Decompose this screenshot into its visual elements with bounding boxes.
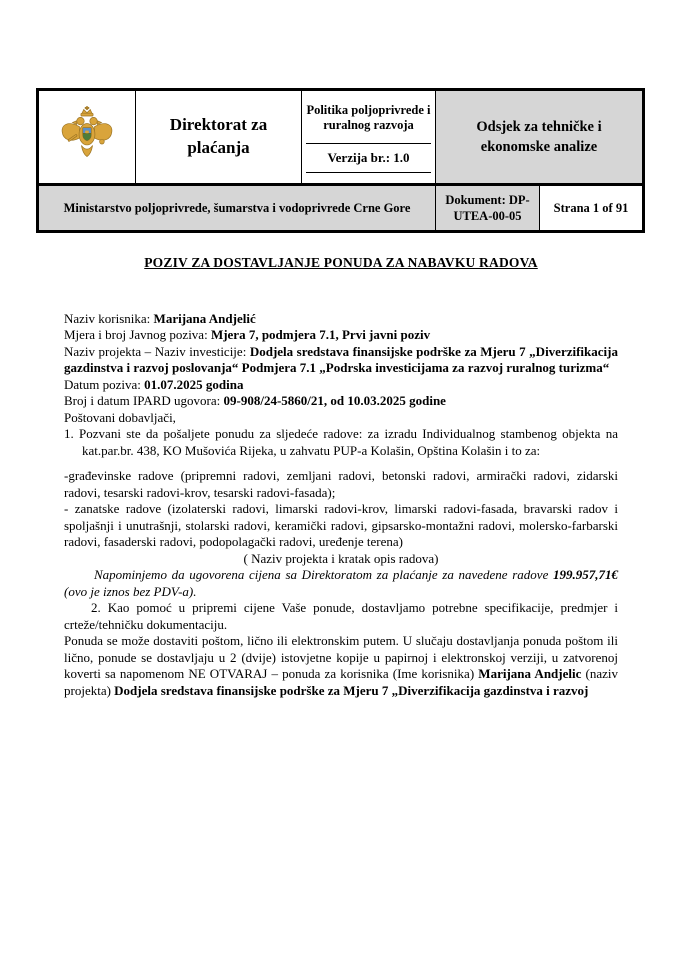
header-table bbox=[36, 88, 645, 233]
detail-value: Dodjela sredstava finansijske podrške za Mjeru 7 „Diverzifikacija gazdinstva i razvoj poslovanja“ Podmjera 7.1 „Podrska investicijama za razvoj ruralnog turizma“ bbox=[64, 343, 618, 375]
detail-row-date bbox=[64, 377, 618, 394]
price-note-text: Napominjemo da ugovorena cijena sa Direktoratom za plaćanje za navedene radove bbox=[94, 567, 553, 582]
project-caption: ( Naziv projekta i kratak opis radova) bbox=[243, 550, 439, 566]
document-body bbox=[64, 255, 618, 699]
ministry-label: Ministarstvo poljoprivrede, šumarstva i vodoprivrede Crne Gore bbox=[38, 185, 436, 232]
detail-value: Marijana Andjelić bbox=[153, 310, 256, 326]
detail-label: Broj i datum IPARD ugovora: bbox=[64, 393, 224, 408]
price-amount: 199.957,71€ bbox=[553, 567, 618, 582]
detail-value: Mjera 7, podmjera 7.1, Prvi javni poziv bbox=[210, 327, 431, 342]
detail-row-project bbox=[64, 344, 618, 377]
spacer-cell bbox=[306, 173, 431, 182]
detail-row-contract bbox=[64, 393, 618, 410]
policy-label: Politika poljoprivrede i ruralnog razvoja bbox=[306, 92, 431, 144]
page-number: Strana 1 of 91 bbox=[540, 185, 644, 232]
works-item-construction: -građevinske radove (pripremni radovi, zemljani radovi, betonski radovi, armirački radovi, zidarski radovi, tesarski radovi-krov, tesarski radovi-fasada); bbox=[64, 468, 618, 500]
works-item-crafts: - zanatske radove (izolaterski radovi, limarski radovi-krov, limarski radovi-fasada, bravarski radov i spoljašnji i unutrašnji, stolarski radovi, keramički radovi, gipsarsko-montažni radovi, molersko-farbarski radovi, fasaderski radovi, podopolagački radovi, uređenje terena) bbox=[64, 501, 618, 549]
instructions-paragraph: 2. Kao pomoć u pripremi cijene Vaše ponude, dostavljamo potrebne specifikacije, predmjer i crteže/tehničku dokumentaciju. bbox=[64, 600, 618, 632]
department-label: Odsjek za tehničke i ekonomske analize bbox=[436, 90, 644, 185]
price-note-suffix: (ovo je iznos bez PDV-a). bbox=[64, 583, 197, 599]
detail-row-measure bbox=[64, 327, 618, 344]
works-list bbox=[64, 468, 618, 551]
document-code: Dokument: DP-UTEA-00-05 bbox=[436, 185, 540, 232]
detail-label: Datum poziva: bbox=[64, 376, 145, 392]
policy-version-cell bbox=[302, 90, 436, 185]
detail-label: Mjera i broj Javnog poziva: bbox=[64, 327, 211, 342]
salutation-text: Poštovani dobavljači, bbox=[64, 409, 176, 425]
detail-value: 09-908/24-5860/21, od 10.03.2025 godine bbox=[223, 393, 446, 408]
delivery-paragraph bbox=[64, 633, 618, 699]
invitation-paragraph: 1. Pozvani ste da pošaljete ponudu za sljedeće radove: za izradu Individualnog stambenog objekta na kat.par.br. 438, KO Mušovića Rijeka, u zahvatu PUP-a Kolašin, Opština Kolašin i to za: bbox=[64, 426, 618, 458]
montenegro-coat-of-arms-icon bbox=[43, 106, 131, 168]
coat-of-arms-cell bbox=[38, 90, 136, 185]
document-title: POZIV ZA DOSTAVLJANJE PONUDA ZA NABAVKU RADOVA bbox=[144, 255, 538, 270]
org-title: Direktorat za plaćanja bbox=[136, 90, 302, 185]
beneficiary-name: Marijana Andjelic bbox=[478, 666, 582, 681]
delivery-text-2: (naziv projekta) bbox=[64, 666, 618, 698]
delivery-text: Ponuda se može dostaviti poštom, lično ili elektronskim putem. U slučaju dostavljanja ponuda poštom ili lično, ponude se dostavljaju u 2 (dvije) istovjetne kopije u papirnoj i elektronskoj verziji, u zatvorenoj koverti sa napomenom NE OTVARAJ – ponuda za korisnika (Ime korisnika) bbox=[64, 633, 618, 681]
detail-row-beneficiary bbox=[64, 311, 618, 328]
version-label: Verzija br.: 1.0 bbox=[306, 144, 431, 173]
price-note bbox=[64, 567, 618, 600]
detail-label: Naziv korisnika: bbox=[64, 310, 154, 326]
details-list bbox=[64, 311, 618, 410]
detail-value: 01.07.2025 godina bbox=[144, 376, 244, 392]
detail-label: Naziv projekta – Naziv investicije: bbox=[64, 343, 250, 359]
project-name-bold: Dodjela sredstava finansijske podrške za Mjeru 7 „Diverzifikacija gazdinstva i razvoj bbox=[114, 682, 589, 698]
